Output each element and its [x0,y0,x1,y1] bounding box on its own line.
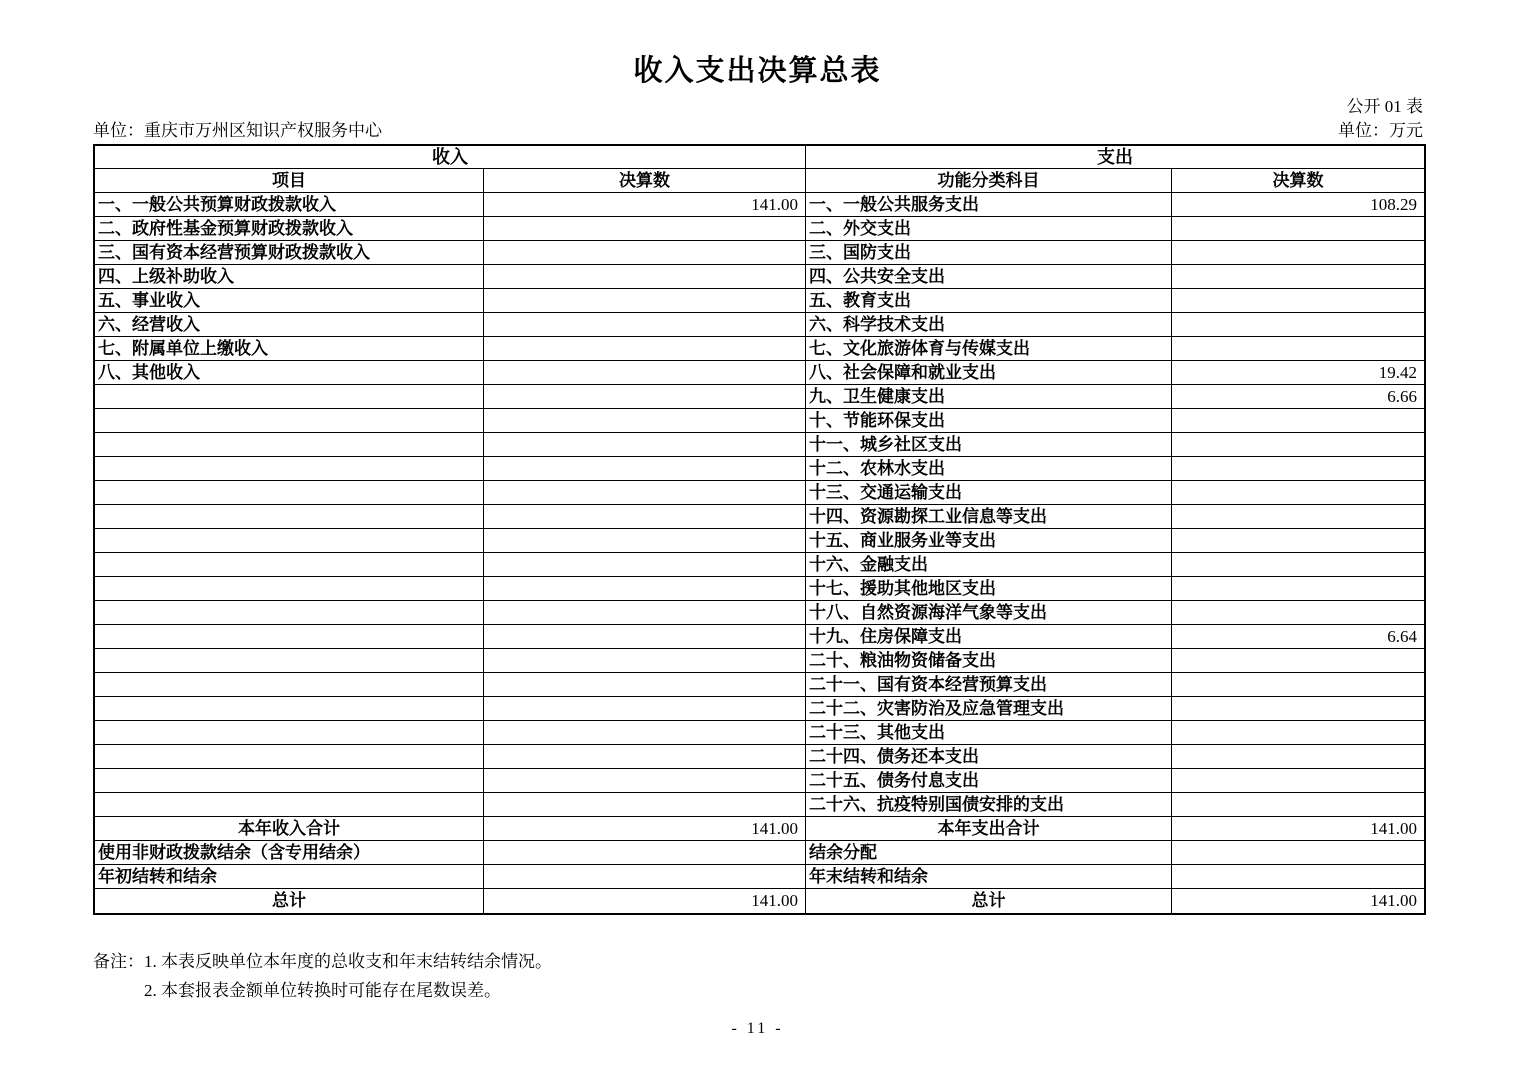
income-amount-cell [484,577,806,601]
income-amount-cell [484,769,806,793]
expense-amount-cell [1172,865,1424,889]
expense-amount-cell: 141.00 [1370,891,1417,910]
income-item-cell: 二、政府性基金预算财政拨款收入 [95,217,484,241]
income-item-cell [95,577,484,601]
expense-amount-cell [1172,481,1424,505]
income-item-cell: 四、上级补助收入 [95,265,484,289]
income-item-cell: 三、国有资本经营预算财政拨款收入 [95,241,484,265]
income-amount-cell [484,649,806,673]
expense-item-cell: 二十三、其他支出 [806,721,1172,745]
expense-amount-cell [1172,793,1424,817]
expense-amount-cell [1172,313,1424,337]
income-item-cell: 年初结转和结余 [95,865,484,889]
notes-body [144,947,552,1005]
income-item-cell [95,433,484,457]
income-amount-cell: 141.00 [484,889,806,913]
expense-amount-cell: 6.66 [1172,385,1424,409]
income-amount-cell: 141.00 [484,193,806,217]
meta-row [93,116,1423,141]
income-amount-cell [484,409,806,433]
expense-amount-cell [1172,601,1424,625]
income-item-cell [95,625,484,649]
income-item-cell [95,529,484,553]
income-amount-cell [484,337,806,361]
expense-item-cell: 四、公共安全支出 [806,265,1172,289]
expense-item-cell: 十、节能环保支出 [806,409,1172,433]
expense-item-cell: 十七、援助其他地区支出 [806,577,1172,601]
income-amount-cell [484,793,806,817]
expense-amount-cell [1172,337,1424,361]
expense-amount-cell [1172,289,1424,313]
income-item-cell [95,793,484,817]
expense-item-cell: 十五、商业服务业等支出 [806,529,1172,553]
expense-amount-column-header: 决算数 [1172,169,1424,193]
page-number: - 11 - [731,1020,784,1037]
expense-item-cell: 十八、自然资源海洋气象等支出 [806,601,1172,625]
expense-amount-cell: 141.00 [1172,817,1424,841]
expense-amount-cell [1172,265,1424,289]
income-item-cell: 七、附属单位上缴收入 [95,337,484,361]
income-section-header: 收入 [95,146,806,169]
expense-item-cell: 二十六、抗疫特别国债安排的支出 [806,793,1172,817]
income-amount-cell [484,313,806,337]
expense-amount-cell [1172,409,1424,433]
income-item-cell [95,505,484,529]
expense-item-cell: 十三、交通运输支出 [806,481,1172,505]
expense-item-cell: 三、国防支出 [806,241,1172,265]
income-item-cell: 八、其他收入 [95,361,484,385]
income-item-cell [95,481,484,505]
income-amount-cell [484,673,806,697]
income-amount-cell: 141.00 [484,817,806,841]
expense-amount-cell [1172,649,1424,673]
income-amount-cell [484,625,806,649]
expense-amount-cell [1172,745,1424,769]
income-amount-cell [484,289,806,313]
expense-amount-cell: 6.64 [1172,625,1424,649]
page-title: 收入支出决算总表 [633,55,882,87]
budget-summary-table [93,144,1426,915]
income-item-cell [95,673,484,697]
income-amount-cell [484,217,806,241]
income-amount-column-header: 决算数 [484,169,806,193]
income-amount-cell [484,721,806,745]
expense-item-cell: 九、卫生健康支出 [806,385,1172,409]
expense-amount-cell [1172,721,1424,745]
income-amount-cell [484,553,806,577]
income-amount-cell [484,481,806,505]
expense-item-cell: 六、科学技术支出 [806,313,1172,337]
expense-item-cell: 十二、农林水支出 [806,457,1172,481]
expense-amount-cell: 108.29 [1172,193,1424,217]
note-line-1: 1. 本表反映单位本年度的总收支和年末结转结余情况。 [144,952,552,971]
expense-item-cell: 一、一般公共服务支出 [806,193,1172,217]
unit-name-label: 单位：重庆市万州区知识产权服务中心 [93,121,382,140]
income-amount-cell [484,457,806,481]
expense-amount-cell [1172,577,1424,601]
income-amount-cell [484,697,806,721]
expense-amount-cell: 19.42 [1172,361,1424,385]
notes-block [93,947,552,1005]
expense-item-cell: 二、外交支出 [806,217,1172,241]
expense-item-cell: 年末结转和结余 [806,865,1172,889]
expense-amount-cell [1172,841,1424,865]
income-amount-cell [484,505,806,529]
expense-amount-cell [1172,673,1424,697]
expense-item-cell: 十四、资源勘探工业信息等支出 [806,505,1172,529]
expense-amount-cell [1172,769,1424,793]
expense-item-cell: 十六、金融支出 [806,553,1172,577]
income-amount-cell [484,385,806,409]
expense-item-cell: 结余分配 [806,841,1172,865]
income-item-cell [95,769,484,793]
income-item-cell [95,649,484,673]
expense-item-cell: 二十二、灾害防治及应急管理支出 [806,697,1172,721]
income-item-cell: 总计 [95,889,484,913]
income-amount-cell [484,241,806,265]
expense-amount-cell [1172,217,1424,241]
expense-item-cell: 二十、粮油物资储备支出 [806,649,1172,673]
income-item-cell: 五、事业收入 [95,289,484,313]
expense-item-cell: 二十四、债务还本支出 [806,745,1172,769]
income-item-column-header: 项目 [95,169,484,193]
income-amount-cell [484,841,806,865]
income-item-cell [95,553,484,577]
expense-amount-cell [1172,697,1424,721]
expense-item-cell: 十一、城乡社区支出 [806,433,1172,457]
income-item-cell: 本年收入合计 [95,817,484,841]
income-item-cell [95,745,484,769]
expense-amount-cell [1172,553,1424,577]
expense-item-cell: 总计 [806,889,1172,913]
income-amount-cell [484,601,806,625]
expense-item-cell: 八、社会保障和就业支出 [806,361,1172,385]
income-item-cell [95,457,484,481]
income-item-cell [95,385,484,409]
expense-item-cell: 二十五、债务付息支出 [806,769,1172,793]
expense-item-cell: 十九、住房保障支出 [806,625,1172,649]
expense-amount-cell [1172,241,1424,265]
expense-item-cell: 本年支出合计 [806,817,1172,841]
income-item-cell: 一、一般公共预算财政拨款收入 [95,193,484,217]
expense-item-cell: 五、教育支出 [806,289,1172,313]
note-line-2: 2. 本套报表金额单位转换时可能存在尾数误差。 [144,981,501,1000]
income-item-cell [95,697,484,721]
expense-amount-cell [1172,529,1424,553]
income-amount-cell [484,265,806,289]
expense-amount-cell [1172,433,1424,457]
expense-item-cell: 二十一、国有资本经营预算支出 [806,673,1172,697]
expense-amount-cell [1172,505,1424,529]
income-item-cell: 使用非财政拨款结余（含专用结余） [95,841,484,865]
expense-item-column-header: 功能分类科目 [806,169,1172,193]
income-item-cell: 六、经营收入 [95,313,484,337]
income-amount-cell [484,361,806,385]
income-item-cell [95,409,484,433]
income-item-cell [95,601,484,625]
form-code-label: 公开 01 表 [1346,97,1423,116]
income-amount-cell [484,433,806,457]
amount-unit-label: 单位：万元 [1338,121,1423,140]
expense-section-header: 支出 [806,146,1424,169]
expense-amount-cell [1172,457,1424,481]
income-amount-cell [484,745,806,769]
income-amount-cell [484,865,806,889]
notes-label: 备注： [93,952,144,971]
income-amount-cell [484,529,806,553]
expense-item-cell: 七、文化旅游体育与传媒支出 [806,337,1172,361]
income-item-cell [95,721,484,745]
